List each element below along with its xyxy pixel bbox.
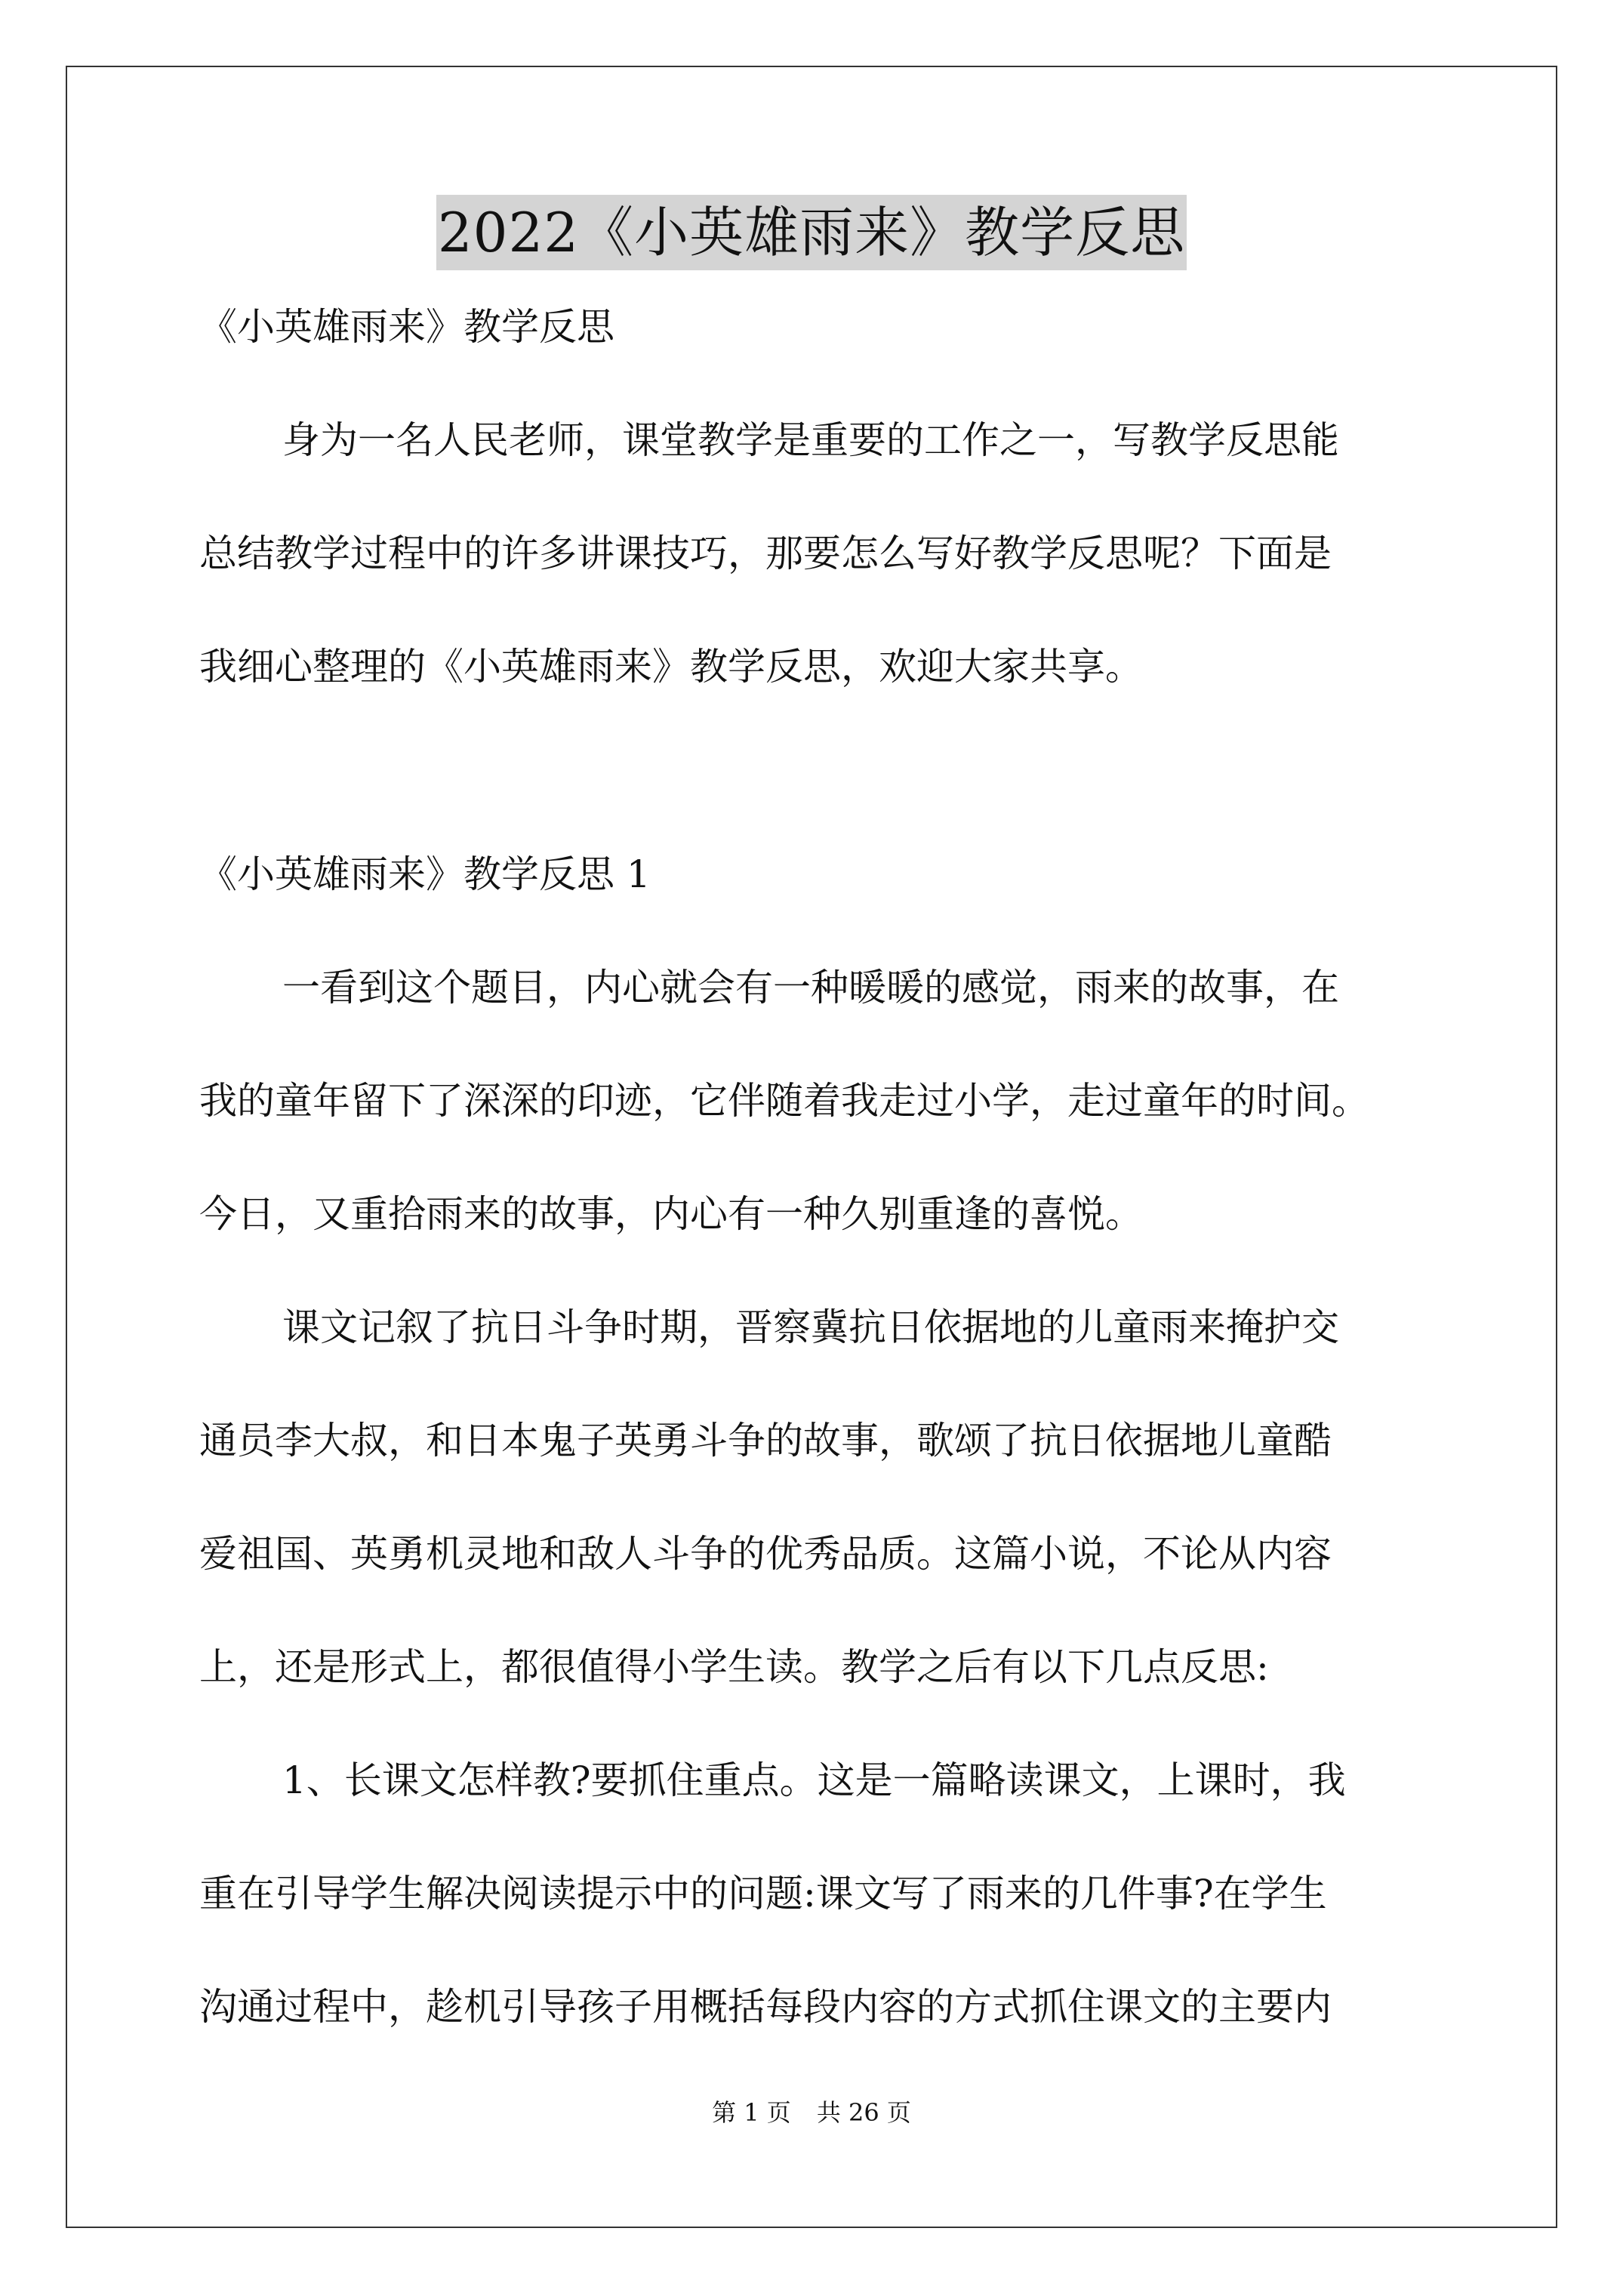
paragraph-line: 爱祖国、英勇机灵地和敌人斗争的优秀品质。这篇小说，不论从内容: [199, 1532, 1332, 1576]
paragraph-line: 上，还是形式上，都很值得小学生读。教学之后有以下几点反思:: [199, 1645, 1269, 1689]
document-body: [199, 305, 1445, 2101]
page-total: 共 26 页: [816, 2098, 911, 2127]
intro-heading: 《小英雄雨来》教学反思: [199, 305, 614, 349]
paragraph-line: 重在引导学生解决阅读提示中的问题:课文写了雨来的几件事?在学生: [199, 1872, 1327, 1915]
page-number: 第 1 页: [712, 2098, 791, 2127]
paragraph-line: 总结教学过程中的许多讲课技巧，那要怎么写好教学反思呢？下面是: [199, 532, 1332, 575]
paragraph-line: 1、长课文怎样教?要抓住重点。这是一篇略读课文，上课时，我: [282, 1758, 1346, 1802]
paragraph-line: 我的童年留下了深深的印迹，它伴随着我走过小学，走过童年的时间。: [199, 1079, 1369, 1123]
page-footer: [0, 2097, 1623, 2128]
paragraph-line: 沟通过程中，趁机引导孩子用概括每段内容的方式抓住课文的主要内: [199, 1985, 1332, 2029]
title-container: [0, 195, 1623, 270]
paragraph-line: 通员李大叔，和日本鬼子英勇斗争的故事，歌颂了抗日依据地儿童酷: [199, 1419, 1332, 1462]
paragraph-line: 课文记叙了抗日斗争时期，晋察冀抗日依据地的儿童雨来掩护交: [282, 1305, 1339, 1349]
paragraph-line: 我细心整理的《小英雄雨来》教学反思，欢迎大家共享。: [199, 645, 1143, 689]
paragraph-line: 一看到这个题目，内心就会有一种暖暖的感觉，雨来的故事，在: [282, 966, 1339, 1009]
paragraph-line: 今日，又重拾雨来的故事，内心有一种久别重逢的喜悦。: [199, 1192, 1143, 1236]
paragraph-line: 身为一名人民老师，课堂教学是重要的工作之一，写教学反思能: [282, 418, 1339, 462]
document-title: 2022《小英雄雨来》教学反思: [436, 195, 1187, 270]
section-heading: 《小英雄雨来》教学反思 1: [199, 852, 651, 896]
